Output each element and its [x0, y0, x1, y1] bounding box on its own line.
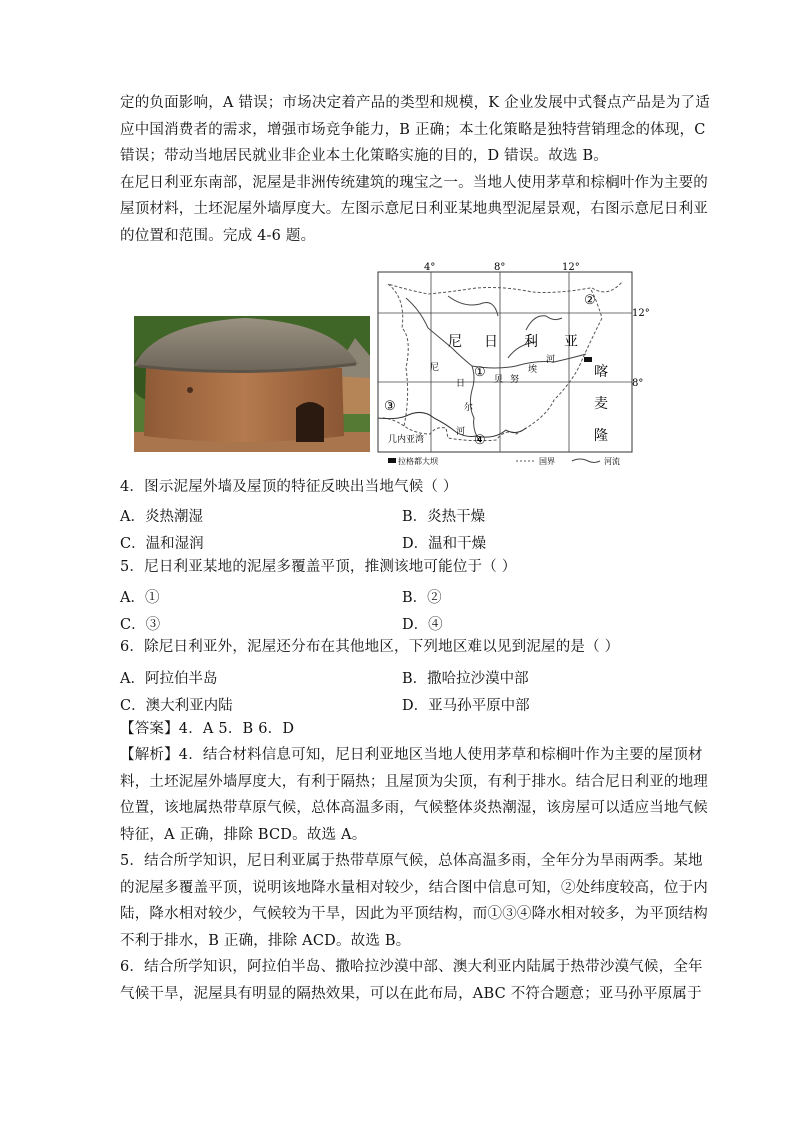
- text-line: 【解析】4．结合材料信息可知，尼日利亚地区当地人使用茅草和棕榈叶作为主要的屋顶材: [120, 747, 703, 763]
- text-line: 位置，该地属热带草原气候，总体高温多雨，气候整体炎热潮湿，该房屋可以适应当地气候: [120, 800, 708, 816]
- question-stem: 6．除尼日利亚外，泥屋还分布在其他地区，下列地区难以见到泥屋的是（ ）: [120, 639, 620, 655]
- q5-option-c[interactable]: C．③: [120, 617, 161, 633]
- marker-2: ②: [584, 293, 596, 308]
- q5-option-a[interactable]: A．①: [120, 590, 160, 606]
- lon-label: 12°: [562, 262, 580, 273]
- legend-dam-label: 拉格都大坝: [398, 457, 438, 466]
- lat-label: 12°: [632, 308, 650, 319]
- text-line: 不利于排水，B 正确，排除 ACD。故选 B。: [120, 932, 411, 949]
- q6-option-d[interactable]: D．亚马孙平原中部: [402, 698, 530, 714]
- country-label: 亚: [564, 334, 578, 350]
- text-line: 料，土坯泥屋外墙厚度大，有利于隔热；且屋顶为尖顶，有利于排水。结合尼日利亚的地理: [120, 773, 708, 790]
- river-label: 贝: [494, 375, 504, 385]
- text-line: 错误；带动当地居民就业非企业本土化策略实施的目的，D 错误。故选 B。: [120, 148, 608, 164]
- text-line: 屋顶材料，土坯泥屋外墙厚度大。左图示意尼日利亚某地典型泥屋景观，右图示意尼日利亚: [120, 201, 708, 217]
- q6-option-a[interactable]: A．阿拉伯半岛: [120, 671, 218, 687]
- q6-option-b[interactable]: B．撒哈拉沙漠中部: [402, 671, 529, 687]
- question-5-stem: [120, 554, 680, 581]
- mud-house-photo: [134, 316, 370, 452]
- text-line: 陆，降水相对较少，气候较为干旱，因此为平顶结构，而①③④降水相对较多，为平顶结构: [120, 906, 708, 922]
- text-line: 定的负面影响，A 错误；市场决定着产品的类型和规模，K 企业发展中式餐点产品是为了适: [120, 95, 710, 111]
- marker-3: ③: [384, 399, 396, 414]
- q4-option-a[interactable]: A．炎热潮湿: [120, 509, 203, 525]
- q4-option-d[interactable]: D．温和干燥: [402, 536, 487, 552]
- analysis-paragraph: [120, 742, 708, 1007]
- lat-label: 8°: [632, 378, 644, 389]
- lon-label: 4°: [424, 262, 436, 273]
- q6-option-c[interactable]: C．澳大利亚内陆: [120, 698, 233, 714]
- question-6-stem: [120, 634, 680, 661]
- question-stem: 5．尼日利亚某地的泥屋多覆盖平顶，推测该地可能位于（ ）: [120, 559, 517, 575]
- text-line: 5．结合所学知识，尼日利亚属于热带草原气候，总体高温多雨，全年分为旱雨两季。某地: [120, 853, 703, 869]
- legend-river-swatch: [572, 459, 600, 463]
- mud-house-illustration: [134, 316, 370, 452]
- river-label: 河: [456, 427, 466, 437]
- country-label: 日: [484, 334, 498, 350]
- text-line: 的位置和范围。完成 4-6 题。: [120, 227, 316, 244]
- intro-paragraph: [120, 90, 710, 249]
- answer-line: [120, 716, 680, 743]
- question-4-stem: [120, 474, 680, 501]
- river-label: 河: [546, 355, 556, 365]
- river-label: 尔: [464, 403, 474, 413]
- text-line: 气候干旱，泥屋具有明显的隔热效果，可以在此布局，ABC 不符合题意；亚马孙平原属于: [120, 985, 702, 1002]
- river-label: 努: [510, 375, 520, 385]
- marker-1: ①: [474, 365, 486, 380]
- q5-option-d[interactable]: D．④: [402, 617, 443, 633]
- text-line: 在尼日利亚东南部，泥屋是非洲传统建筑的瑰宝之一。当地人使用茅草和棕榈叶作为主要的: [120, 174, 708, 191]
- legend-border-label: 国界: [539, 457, 555, 466]
- text-line: 6．结合所学知识，阿拉伯半岛、撒哈拉沙漠中部、澳大利亚内陆属于热带沙漠气候，全年: [120, 959, 703, 975]
- lon-label: 8°: [494, 262, 506, 273]
- cameroon-label: 隆: [594, 428, 608, 444]
- text-line: 的泥屋多覆盖平顶，说明该地降水量相对较少，结合图中信息可知，②处纬度较高，位于内: [120, 879, 708, 896]
- answer-text: 【答案】4．A 5．B 6．D: [120, 721, 295, 737]
- nigeria-map-svg: [376, 258, 656, 470]
- text-line: 特征，A 正确，排除 BCD。故选 A。: [120, 826, 367, 843]
- country-label: 利: [524, 334, 538, 350]
- text-line: 应中国消费者的需求，增强市场竞争能力，B 正确；本土化策略是独特营销理念的体现，C: [120, 121, 706, 138]
- question-stem: 4．图示泥屋外墙及屋顶的特征反映出当地气候（ ）: [120, 479, 458, 495]
- nigeria-map: [376, 258, 656, 470]
- q4-option-b[interactable]: B．炎热干燥: [402, 509, 486, 525]
- river-label: 埃: [528, 365, 538, 375]
- river-label: 尼: [430, 363, 440, 373]
- cameroon-label: 喀: [594, 364, 608, 380]
- country-label: 尼: [448, 334, 462, 350]
- q5-option-b[interactable]: B．②: [402, 590, 442, 606]
- q4-option-c[interactable]: C．温和湿润: [120, 536, 204, 552]
- marker-4: ④: [474, 433, 486, 448]
- cameroon-label: 麦: [594, 396, 608, 412]
- legend-dam-swatch: [388, 458, 396, 463]
- river-label: 日: [456, 379, 466, 389]
- legend-river-label: 河流: [604, 457, 620, 466]
- gulf-label: 几内亚湾: [388, 435, 425, 445]
- dam-marker: [584, 357, 592, 362]
